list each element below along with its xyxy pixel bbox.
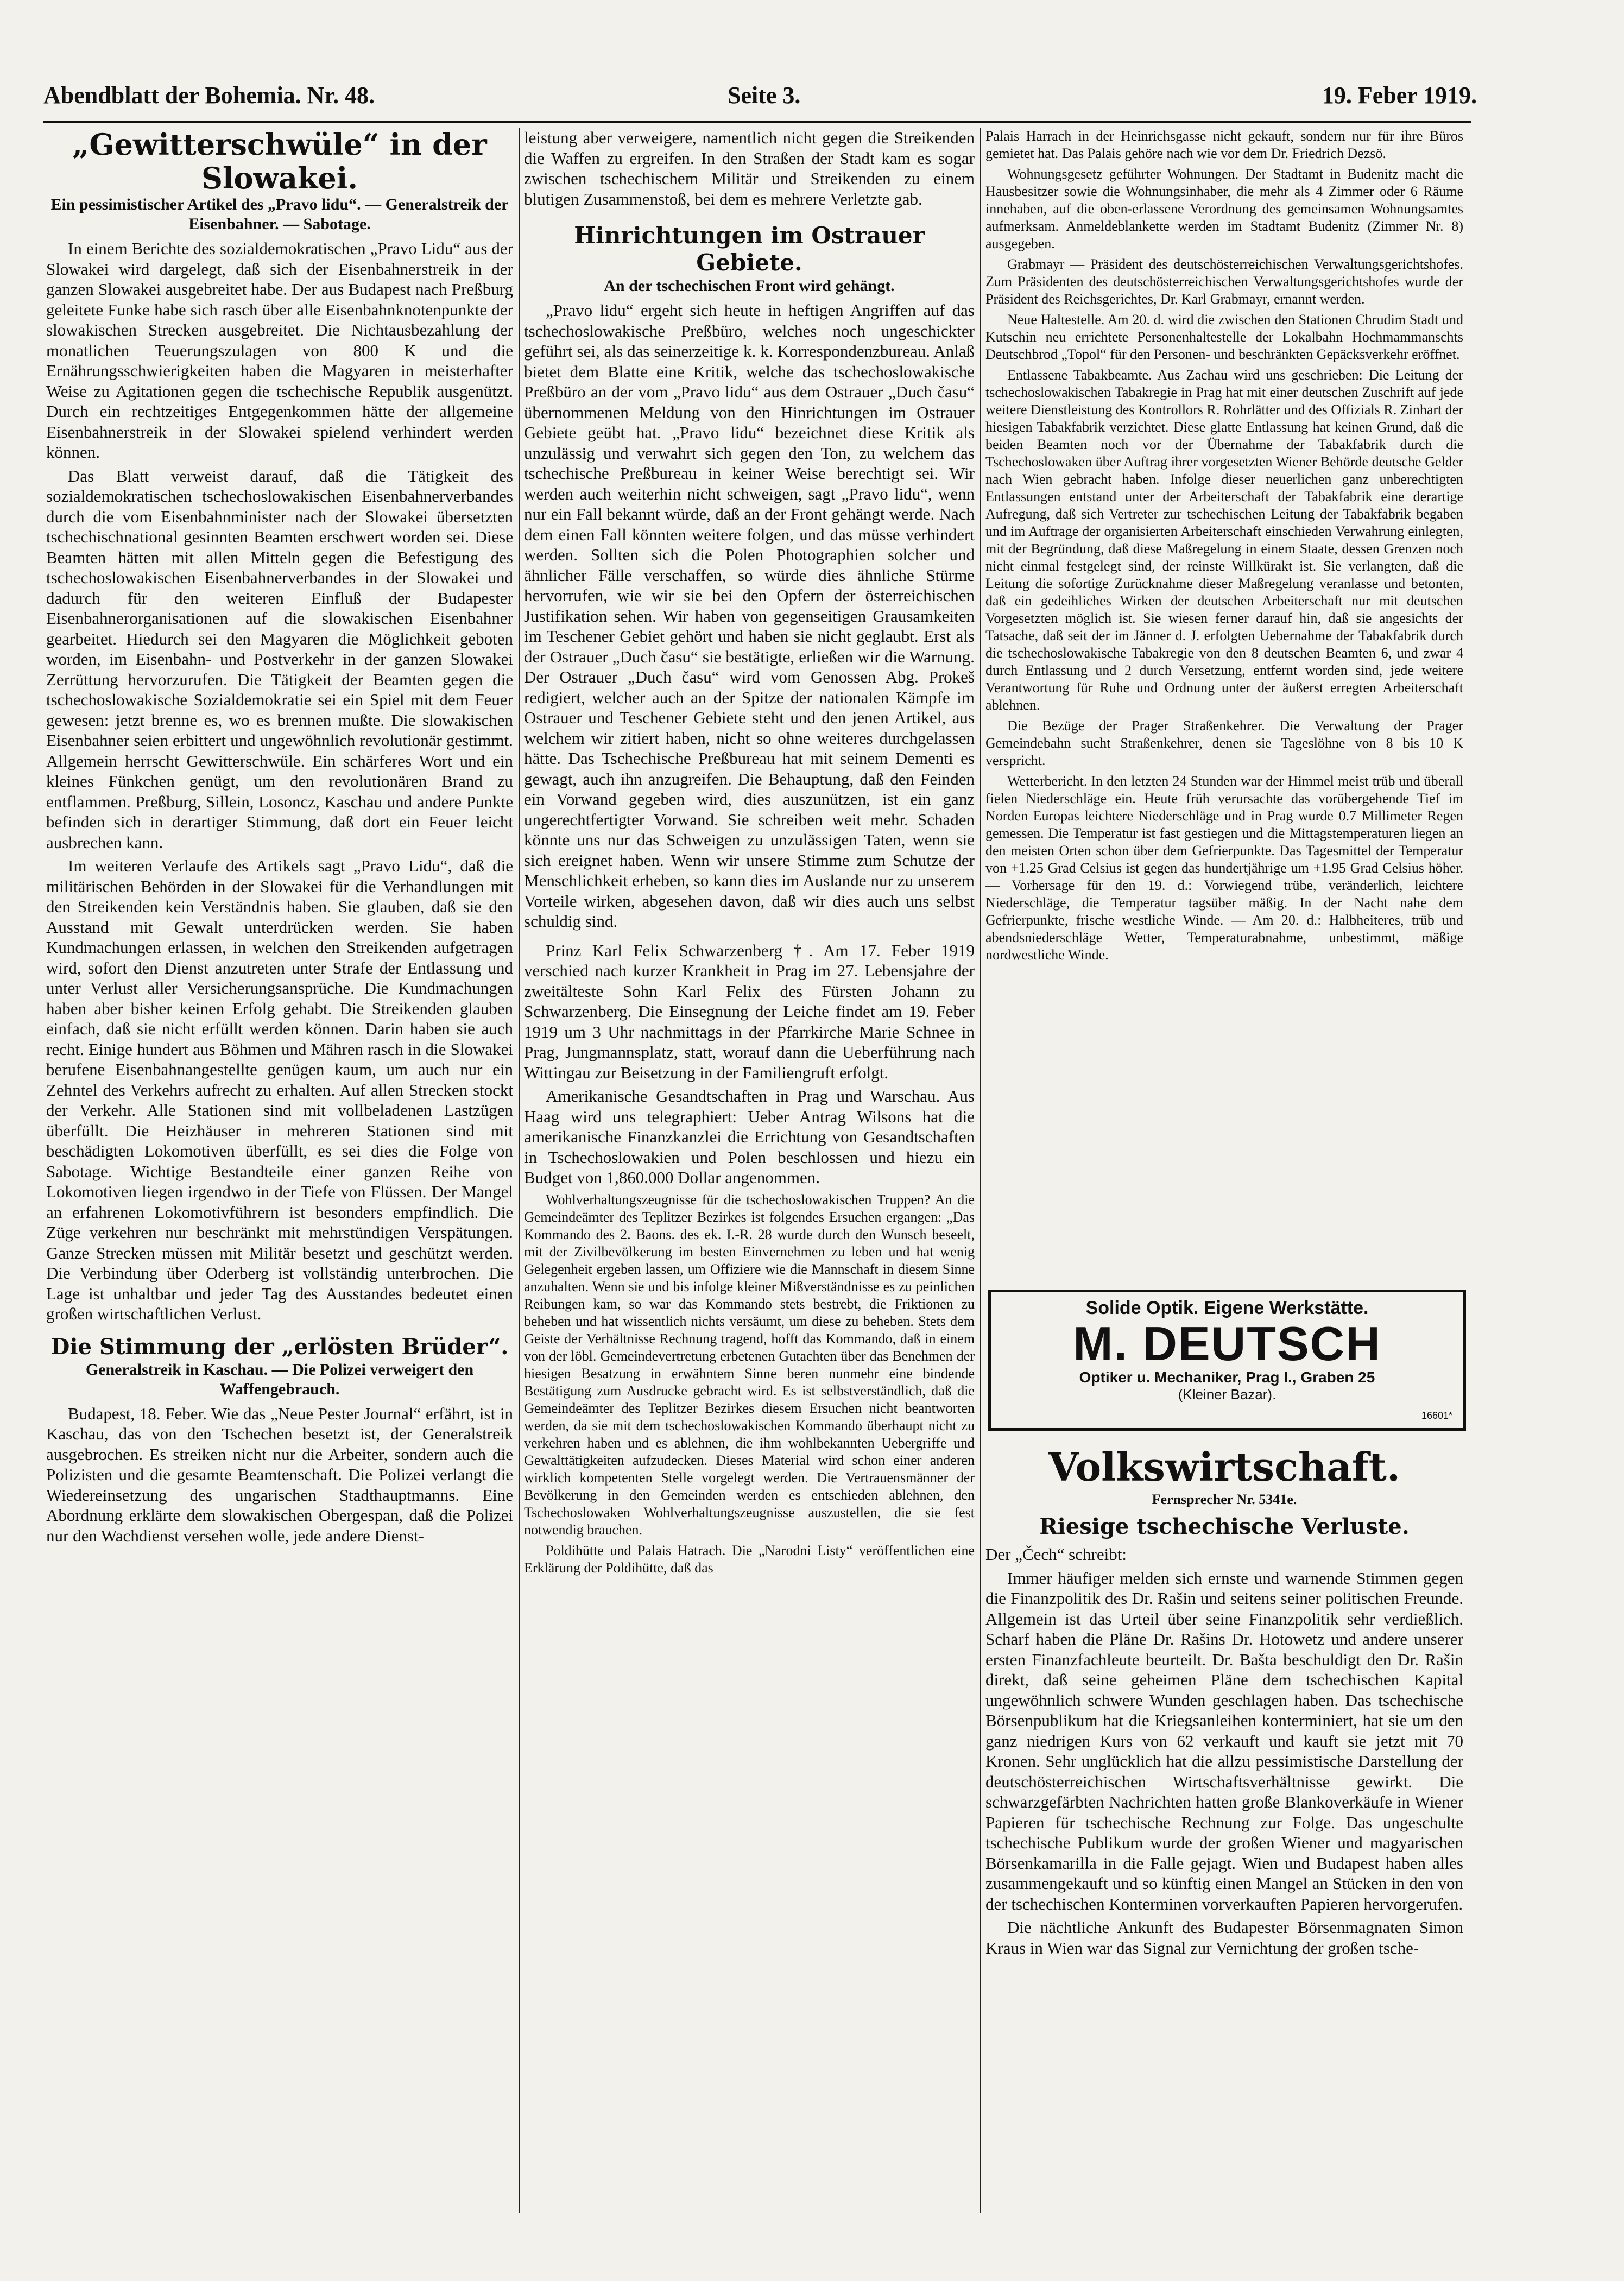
column-3-bottom bbox=[985, 1444, 1463, 1961]
header-date: 19. Feber 1919. bbox=[1322, 82, 1477, 109]
ad-code: 16601* bbox=[1421, 1410, 1452, 1421]
page-header bbox=[43, 81, 1477, 119]
article-paragraph: Budapest, 18. Feber. Wie das „Neue Pester Journal“ erfährt, ist in Kaschau, das von den Tschechen besetzt ist, der Generalstreik ausgebrochen. Es streiken nicht nur die Arbeiter, sondern auch die Polizisten und die gesamte Beamtenschaft. Die Polizei verlangt die Wiedereinsetzung des ungarischen Stadthauptmanns. Eine Abordnung erklärte dem slowakischen Obergespan, daß die Polizei nur den Wachdienst versehen wolle, jede andere Dienst- bbox=[46, 1404, 513, 1545]
subhead-gewitterschwuele: Ein pessimistischer Artikel des „Pravo lidu“. — Generalstreik der Eisenbahner. — Sabotage. bbox=[50, 195, 509, 233]
section-title-volkswirtschaft: Volkswirtschaft. bbox=[1048, 1444, 1401, 1490]
ad-tagline: Solide Optik. Eigene Werkstätte. bbox=[1085, 1298, 1369, 1318]
header-page-number: Seite 3. bbox=[728, 82, 801, 109]
headline-verluste: Riesige tschechische Verluste. bbox=[1039, 1514, 1410, 1539]
article-paragraph: leistung aber verweigere, namentlich nicht gegen die Streikenden die Waffen zu ergreifen. In den Straßen der Stadt kam es sogar zwischen tschechischem Militär und Streikenden zu einem blutigen Zusammenstoß, bei dem es mehrere Verletzte gab. bbox=[524, 128, 975, 208]
news-item-wetterbericht: Wetterbericht. In den letzten 24 Stunden war der Himmel meist trüb und überall fielen Niederschläge ein. Heute früh verursachte das vorübergehende Tief im Norden Europas leichtere Niederschläge und in Prag wurde 0.7 Millimeter Regen gemessen. Die Temperatur ist fast gestiegen und die Mittagstemperaturen liegen an den meisten Orten schon über dem Gefrierpunkte. Das Tagesmittel der Temperatur von +1.25 Grad Celsius ist gegen das hundertjährige um +1.95 Grad Celsius höher. — Vorhersage für den 19. d.: Vorwiegend trübe, veränderlich, leichtere Niederschläge, die Temperatur tagsüber mäßig. In der Nacht nahe dem Gefrierpunkte, frische westliche Winde. — Am 20. d.: Halbheiteres, trüb und abendsniederschläge Wetter, Temperaturabnahme, unbestimmt, mäßige nordwestliche Winde. bbox=[985, 773, 1463, 963]
subhead-hinrichtungen: An der tschechischen Front wird gehängt. bbox=[604, 277, 895, 295]
news-item-wohlverhaltung: Wohlverhaltungszeugnisse für die tschechoslowakischen Truppen? An die Gemeindeämter des Teplitzer Bezirkes ist folgendes Ersuchen ergangen: „Das Kommando des 2. Baons. des ek. I.-R. 28 wurde durch den Wunsch beseelt, mit der Zivilbevölkerung im besten Einvernehmen zu leben und hat wenig Gelegenheit ergeben lassen, um Offiziere wie die Mannschaft in diesem Sinne anzuhalten. Wenn sie und bis infolge kleiner Mißverständnisse es zu peinlichen Reibungen kam, so war das Kommando stets bestrebt, die Friktionen zu beheben und hat wissentlich nichts versäumt, um diese zu beheben. Stets dem Geiste der Verhältnisse Rechnung tragend, hofft das Kommando, daß in einem von der löbl. Gemeindevertretung erbetenen Gutachten über das Benehmen der hiesigen Besatzung in erwähntem Sinne beren nunmehr eine bindende Bestätigung zum Ausdrucke gebracht wird. Es ist selbstverständlich, daß die Gemeindeämter des Teplitzer Bezirkes diesem Ersuchen nicht beantworten werden, da sie mit dem tschechoslowakischen Kommando überhaupt nicht zu verkehren haben und es ablehnen, die ihm wohlbekannten Uebergriffe und Gewalttätigkeiten aufzudecken. Dieses Material wird schon einer anderen wirklich kompetenten Stelle vorgelegt werden. Die Vertrauensmänner der Bevölkerung in den Gemeinden werden es entschieden ablehnen, den Tschechoslowaken Wohlverhaltungszeugnisse auszustellen, die sie fest notwendig brauchen. bbox=[524, 1191, 975, 1538]
header-rule bbox=[43, 121, 1471, 123]
news-item-haltestelle: Neue Haltestelle. Am 20. d. wird die zwischen den Stationen Chrudim Stadt und Kutschin neu errichtete Personenhaltestelle der Lokalbahn Hochmammanschts Deutschbrod „Topol“ für den Personen- und beschränkten Gepäcksverkehr eröffnet. bbox=[985, 312, 1463, 362]
news-item-poldihuette: Poldihütte und Palais Hatrach. Die „Narodni Listy“ veröffentlichen eine Erklärung der Poldihütte, daß das bbox=[524, 1542, 975, 1576]
news-item-wohnungen: Wohnungsgesetz geführter Wohnungen. Der Stadtamt in Budenitz macht die Hausbesitzer sowie die Wohnungsinhaber, die mehr als 4 Zimmer oder 6 Räume innehaben, auf die oben-erlassene Verordnung des gemeinsamen Wohnungsamtes aufmerksam. Anmeldeblankette werden im Stadtamt Budenitz (Zimmer Nr. 8) ausgegeben. bbox=[985, 166, 1463, 251]
news-item-palais: Palais Harrach in der Heinrichsgasse nicht gekauft, sondern nur für ihre Büros gemietet hat. Das Palais gehöre nach wie vor dem Dr. Friedrich Dezsö. bbox=[985, 128, 1463, 161]
advertisement-deutsch bbox=[988, 1290, 1466, 1431]
article-paragraph: „Pravo lidu“ ergeht sich heute in heftigen Angriffen auf das tschechoslowakische Preßbüro, welches noch ungeschickter geführt sei, als das seinerzeitige k. k. Korrespondenzbureau. Anlaß bietet dem Blatte eine Kritik, welche das tschechoslowakische Preßbüro an der vom „Pravo lidu“ aus dem Ostrauer „Duch času“ übernommenen Meldung von den Hinrichtungen im Ostrauer Gebiete geübt hat. „Pravo lidu“ bezeichnet diese Kritik als unzulässig und verwahrt sich gegen den Ton, zu welchem das tschechische Preßbureau in keiner Weise berechtigt sei. Wir werden auch weiterhin nicht schweigen, sagt „Pravo lidu“, wenn nur ein Fall bekannt würde, daß an der Front gehängt werde. Nach dem einen Fall könnten weitere folgen, und das müsse verhindert werden. Sollten sich die Polen Photographien solcher und ähnlicher Fälle verschaffen, so würde dies ähnliche Stürme hervorrufen, wie wir sie bei den Opfern der österreichischen Justifikation sehen. Wir haben von gegenseitigen Grausamkeiten im Teschener Gebiet gehört und haben sie nicht geglaubt. Erst als der Ostrauer „Duch času“ sie bestätigte, erließen wir die Warnung. Der Ostrauer „Duch času“ wird vom Genossen Abg. Prokeš redigiert, welcher auch an der Spitze der nationalen Kämpfe im Ostrauer und Teschener Gebiete steht und den jenen Artikel, aus welchem wir zitiert haben, nicht so ohne weiteres durchgelassen hätte. Das Tschechische Preßbureau hat mit seinem Dementi es gewagt, auch ihn anzugreifen. Die Behauptung, daß den Feinden ein Vorwand gegeben wird, dies auszunützen, ist ein ganz ungerechtfertigter Vorwand. Sie schreiben weit mehr. Schaden könnte uns nur das Schweigen zu unzulässigen Taten, wenn sie sich ereignet haben. Wenn wir unsere Stimme zum Schutze der Menschlichkeit erheben, so kann dies im Auslande nur zu unserem Vorteile wirken, abgesehen davon, daß wir dies auch uns selbst schuldig sind. bbox=[524, 301, 975, 931]
column-3-top bbox=[985, 128, 1463, 1279]
article-paragraph: Im weiteren Verlaufe des Artikels sagt „Pravo Lidu“, daß die militärischen Behörden in der Slowakei für die Verhandlungen mit den Streikenden kein Verständnis haben. Sie glauben, daß sie den Ausstand mit Gewalt unterdrücken werden. Sie haben Kundmachungen erlassen, in welchen den Streikenden aufgetragen wird, sofort den Dienst anzutreten unter Strafe der Entlassung und unter Verlust aller Versicherungsansprüche. Die Kundmachungen haben aber bisher keinen Erfolg gehabt. Die Streikenden glauben einfach, daß sie nicht erfüllt werden können. Darin haben sie auch recht. Einige hundert aus Böhmen und Mähren rasch in die Slowakei berufene Eisenbahnangestellte genügen kaum, um auch nur ein Zehntel des Verkehrs aufrecht zu erhalten. Auf allen Strecken stockt der Verkehr. Alle Stationen sind mit vollbeladenen Lastzügen überfüllt. Die Heizhäuser in mehreren Stationen sind mit beschädigten Lokomotiven überfüllt, es sei dies die Folge von Sabotage. Wichtige Bestandteile einer ganzen Reihe von Lokomotiven liegen irgendwo in der Tiefe von Flüssen. Der Mangel an erfahrenen Lokomotivführern ist besonders empfindlich. Die Züge verkehren nur beschränkt mit mehrstündigen Verspätungen. Ganze Strecken müssen mit Militär besetzt und geschützt werden. Die Verbindung über Oderberg ist vollständig unterbrochen. Die Lage ist unhaltbar und jeder Tag des Ausstandes bedeutet einen großen wirtschaftlichen Verlust. bbox=[46, 856, 513, 1323]
article-paragraph: In einem Berichte des sozialdemokratischen „Pravo Lidu“ aus der Slowakei wird dargelegt, daß sich der Eisenbahnerstreik in der ganzen Slowakei ausgebreitet habe. Der aus Budapest nach Preßburg geleitete Funke habe sich rasch über alle Eisenbahnknotenpunkte der slowakischen Strecken ausgebreitet. Die Nichtausbezahlung der monatlichen Teuerungszulagen von 800 K und die Ernährungsschwierigkeiten haben die Magyaren in meisterhafter Weise zu Agitationen gegen die tschechische Republik ausgenützt. Durch ein rechtzeitiges Entgegenkommen hätte der allgemeine Eisenbahnerstreik in der Slowakei spielend verhindert werden können. bbox=[46, 239, 513, 462]
headline-stimmung: Die Stimmung der „erlösten Brüder“. bbox=[50, 1334, 509, 1360]
news-item-gesandtschaften: Amerikanische Gesandtschaften in Prag und Warschau. Aus Haag wird uns telegraphiert: Ueber Antrag Wilsons hat die amerikanische Finanzkanzlei die Errichtung von Gesandtschaften in Tschechoslowakien und Polen beschlossen und hiezu ein Budget von 1,860.000 Dollar angenommen. bbox=[524, 1086, 975, 1187]
headline-hinrichtungen: Hinrichtungen im Ostrauer Gebiete. bbox=[574, 222, 925, 276]
headline-gewitterschwuele: „Gewitterschwüle“ in der Slowakei. bbox=[72, 127, 487, 195]
column-divider bbox=[519, 128, 520, 2213]
column-1 bbox=[46, 128, 513, 1549]
article-paragraph: Das Blatt verweist darauf, daß die Tätigkeit des sozialdemokratischen tschechoslowakischen Eisenbahnerverbandes durch die vom Eisenbahnminister nach der Slowakei übersetzten tschechischnational gesinnten Beamten erschwert worden sei. Diese Beamten hätten mit allen Mitteln gegen die Befestigung des tschechoslowakischen Eisenbahnerverbandes in der Slowakei und dadurch für den weiteren Einfluß der Budapester Eisenbahnerorganisationen auf die slowakischen Eisenbahner gearbeitet. Hiedurch sei den Magyaren die Möglichkeit geboten worden, im Eisenbahn- und Postverkehr in der ganzen Slowakei Zerrüttung hervorzurufen. Die Tätigkeit der Beamten gegen die tschechoslowakische Sozialdemokratie sei ein Spiel mit dem Feuer gewesen: jetzt brenne es, wo es brennen mußte. Die slowakischen Eisenbahner seien erbittert und ungewöhnlich revolutionär gestimmt. Allgemein herrscht Gewitterschwüle. Ein schärferes Wort und ein kleines Fünkchen genügt, um den revolutionären Brand zu entflammen. Preßburg, Sillein, Losoncz, Kaschau und andere Punkte befinden sich in derartiger Stimmung, daß dort ein Feuer leicht ausbrechen kann. bbox=[46, 466, 513, 852]
phone-number: Fernsprecher Nr. 5341e. bbox=[1152, 1492, 1297, 1507]
column-2 bbox=[524, 128, 975, 1580]
news-item-tabakbeamte: Entlassene Tabakbeamte. Aus Zachau wird uns geschrieben: Die Leitung der tschechoslowakischen Tabakregie in Prag hat mit einer deutschen Zuschrift auf jede weitere Dienstleistung des Kontrollors R. Rohrlätter und des Offizials R. Zinhart der hiesigen Tabakfabrik verzichtet. Diese glatte Entlassung hat keinen Grund, daß die beiden Beamten noch vor der Übernahme der Tabakfabrik durch die Tschechoslowaken über Auftrag ihrer vorgesetzten Wiener Behörde deutsche Gelder nach Wien gebracht haben. Infolge dieser neuerlichen ganz unberechtigten Entlassungen entstand unter der Arbeiterschaft der Tabakfabrik eine derartige Aufregung, daß sich Vertreter zur tschechischen Leitung der Tabakfabrik begaben und im Auftrage der organisierten Arbeiterschaft einschieden Verwahrung einlegten, mit der Begründung, daß diese Maßregelung in einem Staate, dessen Grenzen noch nicht einmal festgelegt sind, der reinste Willkürakt ist. Sie verlangten, daß die Leitung die sofortige Zurücknahme dieser Maßregelung veranlasse und betonten, daß ein gedeihliches Wirken der deutschen Arbeiterschaft nur mit deutschen Vorgesetzten möglich ist. Sie wiesen ferner darauf hin, daß sie angesichts der Tatsache, daß seit der im Jänner d. J. erfolgten Uebernahme der Tabakfabrik durch die tschechoslowakische Tabakregie von den 8 deutschen Beamten 6, und zwar 4 durch Entlassung und 2 durch Versetzung, entfernt worden sind, jede weitere Verantwortung für Ruhe und Ordnung unter der äußerst erregten Arbeiterschaft ablehnen. bbox=[985, 367, 1463, 713]
ad-location-note: (Kleiner Bazar). bbox=[1178, 1386, 1277, 1402]
news-item-grabmayr: Grabmayr — Präsident des deutschösterreichischen Verwaltungsgerichtshofes. Zum Präsidenten des deutschösterreichischen Verwaltungsgerichtshofes wurde der Präsident des Reichsgerichtes, Dr. Karl Grabmayr, ernannt werden. bbox=[985, 256, 1463, 307]
news-item-schwarzenberg: Prinz Karl Felix Schwarzenberg †. Am 17. Feber 1919 verschied nach kurzer Krankheit in Prag im 27. Lebensjahre der zweitälteste Sohn Karl Felix des Fürsten Johann zu Schwarzenberg. Die Einsegnung der Leiche findet am 19. Feber 1919 um 3 Uhr nachmittags in der Pfarrkirche Marie Schnee in Prag, Jungmannsplatz, statt, worauf dann die Ueberführung nach Wittingau zur Beisetzung in der Familiengruft erfolgt. bbox=[524, 940, 975, 1082]
article-paragraph: Der „Čech“ schreibt: bbox=[985, 1545, 1127, 1564]
article-paragraph: Immer häufiger melden sich ernste und warnende Stimmen gegen die Finanzpolitik des Dr. Rašin und seitens seiner politischen Freunde. Allgemein ist das Urteil über seine Finanzpolitik sehr verdießlich. Scharf haben die Pläne Dr. Rašins Dr. Hotowetz und andere unserer ersten Finanzfachleute beurteilt. Dr. Bašta beschuldigt den Dr. Rašin direkt, daß seine geheimen Pläne dem tschechischen Kapital ungewöhnlich schwere Wunden geschlagen haben. Das tschechische Börsenpublikum hat die Kriegsanleihen konterminiert, hat sie um den ganz niedrigen Kurs von 62 verkauft und kauft sie jetzt mit 70 Kronen. Sehr unglücklich hat die allzu pessimistische Darstellung der deutschösterreichischen Wirtschaftsverhältnisse gewirkt. Die schwarzgefärbten Nachrichten hatten große Blankoverkäufe in Wiener Papieren für tschechische Rechnung zur Folge. Das ungeschulte tschechische Publikum wurde der großen Wiener und magyarischen Börsenkamarilla in die Falle gejagt. Wien und Budapest haben alles zusammengekauft und so künftig einen Mangel an Stücken in den von der tschechischen Konterminen vorverkauften Papieren hervorgerufen. bbox=[985, 1568, 1463, 1913]
header-edition: Abendblatt der Bohemia. Nr. 48. bbox=[43, 82, 375, 109]
news-item-strassenkehrer: Die Bezüge der Prager Straßenkehrer. Die Verwaltung der Prager Gemeindebahn sucht Straßenkehrer, denen sie Tageslöhne von 8 bis 10 K verspricht. bbox=[985, 718, 1463, 768]
article-paragraph: Die nächtliche Ankunft des Budapester Börsenmagnaten Simon Kraus in Wien war das Signal zur Vernichtung der großen tsche- bbox=[985, 1918, 1463, 1957]
ad-address: Optiker u. Mechaniker, Prag I., Graben 25 bbox=[1079, 1369, 1375, 1386]
subhead-stimmung: Generalstreik in Kaschau. — Die Polizei verweigert den Waffengebrauch. bbox=[85, 1360, 474, 1398]
column-divider bbox=[980, 128, 981, 2213]
ad-company-name: M. DEUTSCH bbox=[1073, 1317, 1381, 1370]
